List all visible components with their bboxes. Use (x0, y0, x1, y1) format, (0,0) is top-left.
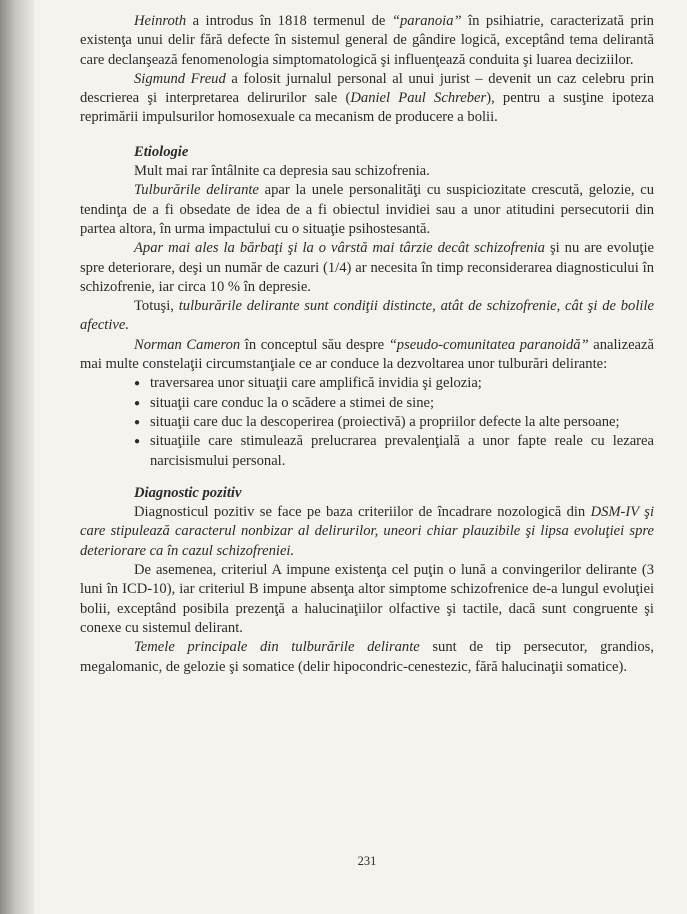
author-name-freud: Sigmund Freud (134, 70, 226, 87)
list-item: ● situaţii care duc la descoperirea (proiectivă) a propriilor defecte la alte persoane; (150, 413, 654, 432)
paragraph-diagnostic-2: De asemenea, criteriul A impune existenţa cel puţin o lună a convingerilor delirante (3 luni în ICD-10), iar criteriul B impune absenţa altor simptome schizofrenice de-a lungul evoluţiei bolii, exceptând posibila prezenţă a halucinaţiilor olfactive şi tactile, dacă sunt congruente şi conexe cu sistemul delirant. (80, 562, 654, 636)
paragraph-diagnostic-1: Diagnosticul pozitiv se face pe baza criteriilor de încadrare nozologică din DSM-IV şi care stipulează caracterul nonbizar al delirurilor, uneori chiar plauzibile şi lipsa evoluţiei spre deteriorare ca în cazul schizofreniei. (80, 504, 654, 559)
term-pseudo-comunitatea: “pseudo-comunitatea paranoidă” (388, 336, 589, 353)
list-item: ● situaţiile care stimulează prelucrarea prevalenţială a unor fapte reale cu lezarea narcisismului personal. (150, 432, 654, 471)
paragraph-diagnostic-3: Temele principale din tulburările delirante sunt de tip persecutor, grandios, megalomanic, de gelozie şi somatice (delir hipocondric-cenestezic, fără halucinaţii somatice). (80, 639, 655, 675)
term-paranoia: “paranoia” (391, 13, 462, 29)
paragraph-heinroth: Heinroth a introdus în 1818 termenul de “paranoia” în psihiatrie, caracterizată prin existenţa unui delir fără defecte în sistemul general de gândire logică, exceptând tema delirantă care declanşează fenomenologia simptomatologică şi influenţează conduita şi luarea deciziilor. (80, 13, 654, 68)
paragraph-freud: Sigmund Freud a folosit jurnalul personal al unui jurist – devenit un caz celebru prin descrierea şi interpretarea delirurilor sale (Daniel Paul Schreber), pentru a susţine ipoteza reprimării impulsurilor homosexuale ca mecanism de producere a bolii. (80, 70, 654, 126)
section-heading-etiologie: Etiologie (134, 143, 189, 160)
paragraph-etiologie-2: Tulburările delirante apar la unele personalităţi cu suspiciozitate crescută, gelozie, cu tendinţa de a fi obsedate de idea de a fi obiectul invidiei sau a unor atitudini persecutorii din partea altora, în urma impactului cu o situaţie psihostesantă. (80, 182, 654, 237)
paragraph-etiologie-3: Apar mai ales la bărbaţi şi la o vârstă mai târzie decât schizofrenia şi nu are evoluţie spre deteriorare, deşi un număr de cazuri (1/4) ar necesita în timp reconsiderarea diagnosticului în schizofrenie, iar circa 10 % în depresie. (80, 240, 654, 295)
paragraph-etiologie-4: Totuşi, tulburările delirante sunt condiţii distincte, atât de schizofrenie, cât şi de bolile afective. (80, 298, 654, 334)
paragraph-cameron: Norman Cameron în conceptul său despre “pseudo-comunitatea paranoidă” analizează mai multe constelaţii circumstanţiale ce ar conduce la dezvoltarea unor tulburări delirante: (80, 336, 654, 373)
book-gutter-shadow (0, 0, 34, 914)
author-name-heinroth: Heinroth (134, 13, 187, 29)
case-name-schreber: Daniel Paul Schreber (350, 90, 487, 107)
bullet-list-situatii (80, 374, 654, 470)
list-item: ● situaţii care conduc la o scădere a stimei de sine; (150, 394, 654, 413)
author-name-cameron: Norman Cameron (134, 336, 241, 353)
book-page (80, 12, 655, 868)
list-item: ● traversarea unor situaţii care amplifică invidia şi gelozia; (150, 374, 654, 393)
page-number: 231 (357, 854, 377, 868)
paragraph-etiologie-1: Mult mai rar întâlnite ca depresia sau schizofrenia. (134, 163, 430, 180)
section-heading-diagnostic: Diagnostic pozitiv (134, 484, 242, 501)
